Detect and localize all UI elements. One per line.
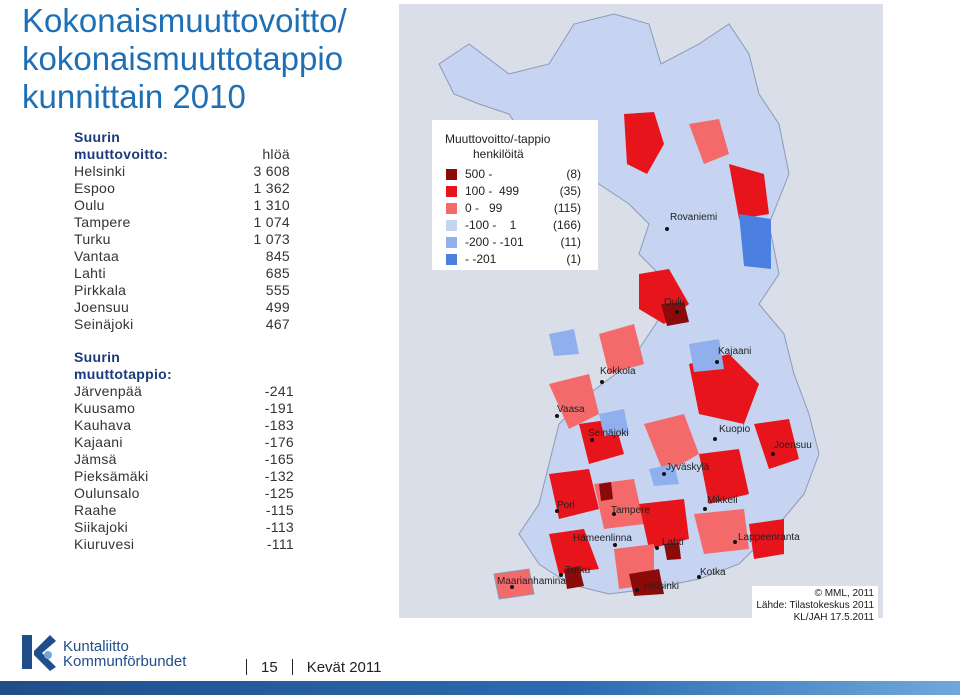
legend-range: -200 - -101	[465, 235, 524, 249]
gain-unit: hlöä	[262, 146, 290, 162]
municipality-name: Joensuu	[74, 299, 130, 315]
municipality-value: 1 310	[253, 197, 290, 213]
title-line-1: Kokonaismuuttovoitto/	[22, 2, 347, 39]
municipality-name: Siikajoki	[74, 519, 129, 535]
list-item	[74, 265, 290, 282]
city-label: Jyväskylä	[666, 462, 710, 473]
legend-item	[446, 252, 581, 266]
municipality-value: 685	[265, 265, 290, 281]
list-item	[74, 519, 294, 536]
municipality-name: Espoo	[74, 180, 116, 196]
legend-range: 0 - 99	[465, 201, 503, 215]
municipality-name: Kauhava	[74, 417, 132, 433]
legend-item	[446, 201, 581, 215]
municipality-name: Kajaani	[74, 434, 123, 450]
largest-gain-list	[74, 129, 290, 333]
footer-divider	[292, 659, 293, 675]
municipality-value: 3 608	[253, 163, 290, 179]
list-item	[74, 434, 294, 451]
municipality-value: 499	[265, 299, 290, 315]
logo-text-fi: Kuntaliitto	[63, 638, 129, 655]
page-number: 15	[261, 658, 278, 676]
finland-migration-map	[399, 4, 883, 618]
list-item	[74, 536, 294, 553]
title-line-3: kunnittain 2010	[22, 78, 246, 115]
legend-item	[446, 218, 581, 232]
city-label: Hämeenlinna	[573, 533, 632, 544]
gain-heading-2: muuttovoitto:	[74, 146, 169, 162]
municipality-name: Lahti	[74, 265, 106, 281]
city-label: Lahti	[662, 537, 684, 548]
city-label: Lappeenranta	[738, 532, 800, 543]
credit-copyright: © MML, 2011	[814, 588, 874, 599]
municipality-name: Tampere	[74, 214, 131, 230]
legend-count: (11)	[560, 235, 581, 249]
list-item	[74, 400, 294, 417]
municipality-value: -183	[264, 417, 294, 433]
page-title	[22, 2, 402, 116]
list-item	[74, 417, 294, 434]
legend-count: (166)	[552, 218, 581, 232]
city-label: Joensuu	[774, 440, 812, 451]
map-credits	[752, 586, 878, 626]
footer-term: Kevät 2011	[306, 658, 382, 676]
municipality-value: 555	[265, 282, 290, 298]
list-item	[74, 163, 290, 180]
city-label: Pori	[557, 500, 575, 511]
municipality-name: Oulu	[74, 197, 105, 213]
credit-source: Lähde: Tilastokeskus 2011	[756, 600, 874, 611]
legend-range: -100 - 1	[465, 218, 517, 232]
legend-range: - -201	[465, 252, 497, 266]
city-label: Kajaani	[718, 346, 752, 357]
municipality-name: Vantaa	[74, 248, 120, 264]
list-item	[74, 197, 290, 214]
largest-loss-list	[74, 349, 294, 553]
footer-divider	[246, 659, 247, 675]
municipality-value: -176	[264, 434, 294, 450]
legend-title-2: henkilöitä	[473, 147, 524, 161]
region-gain	[599, 482, 613, 501]
list-item	[74, 502, 294, 519]
municipality-name: Järvenpää	[74, 383, 143, 399]
legend-swatch	[446, 254, 457, 265]
municipality-value: -191	[264, 400, 294, 416]
legend-count: (1)	[566, 252, 581, 266]
municipality-value: -113	[265, 519, 294, 535]
list-item	[74, 451, 294, 468]
municipality-name: Raahe	[74, 502, 117, 518]
municipality-value: -165	[264, 451, 294, 467]
municipality-name: Kiuruvesi	[74, 536, 135, 552]
municipality-value: -111	[266, 536, 294, 552]
list-item	[74, 180, 290, 197]
city-label: Kokkola	[600, 366, 636, 377]
municipality-name: Helsinki	[74, 163, 126, 179]
legend-swatch	[446, 220, 457, 231]
municipality-value: -125	[264, 485, 294, 501]
city-label: Kotka	[700, 567, 726, 578]
logo-mark-icon	[18, 631, 58, 673]
municipality-value: 845	[265, 248, 290, 264]
legend-swatch	[446, 203, 457, 214]
municipality-name: Seinäjoki	[74, 316, 134, 332]
map-graphic	[399, 4, 883, 618]
legend-swatch	[446, 186, 457, 197]
municipality-value: -132	[264, 468, 294, 484]
loss-heading-2: muuttotappio:	[74, 366, 172, 382]
region-loss	[739, 214, 771, 269]
list-item	[74, 468, 294, 485]
legend-range: 500 -	[465, 167, 493, 181]
legend-item	[446, 235, 581, 249]
credit-author-date: KL/JAH 17.5.2011	[793, 612, 874, 623]
city-label: Turku	[565, 565, 591, 576]
legend-count: (35)	[559, 184, 581, 198]
legend-item	[446, 167, 581, 181]
legend-range: 100 - 499	[465, 184, 520, 198]
gain-heading-1: Suurin	[74, 129, 121, 145]
list-item	[74, 214, 290, 231]
municipality-name: Jämsä	[74, 451, 117, 467]
city-label: Vaasa	[557, 404, 585, 415]
legend-count: (8)	[566, 167, 581, 181]
municipality-value: -115	[265, 502, 294, 518]
municipality-name: Pirkkala	[74, 282, 127, 298]
list-item	[74, 316, 290, 333]
city-label: Oulu	[664, 297, 686, 308]
city-label: Mikkeli	[707, 495, 738, 506]
city-label: Helsinki	[644, 581, 680, 592]
list-item	[74, 248, 290, 265]
legend-swatch	[446, 237, 457, 248]
map-legend	[432, 120, 598, 270]
list-item	[74, 282, 290, 299]
kuntaliitto-logo	[18, 631, 188, 673]
list-item	[74, 485, 294, 502]
legend-item	[446, 184, 581, 198]
municipality-value: -241	[264, 383, 294, 399]
logo-text-sv: Kommunförbundet	[63, 653, 187, 670]
municipality-value: 467	[265, 316, 290, 332]
footer-color-bar	[0, 681, 960, 695]
slide-footer	[232, 657, 381, 677]
municipality-value: 1 362	[253, 180, 290, 196]
list-item	[74, 299, 290, 316]
municipality-name: Oulunsalo	[74, 485, 140, 501]
loss-heading-1: Suurin	[74, 349, 121, 365]
legend-count: (115)	[553, 201, 581, 215]
city-label: Maarianhamina	[497, 576, 566, 587]
municipality-value: 1 073	[253, 231, 290, 247]
list-item	[74, 383, 294, 400]
title-line-2: kokonaismuuttotappio	[22, 40, 344, 77]
city-label: Seinäjoki	[588, 428, 629, 439]
municipality-name: Kuusamo	[74, 400, 136, 416]
legend-title-1: Muuttovoitto/-tappio	[445, 132, 551, 146]
municipality-name: Turku	[74, 231, 111, 247]
city-label: Kuopio	[719, 424, 751, 435]
municipality-value: 1 074	[253, 214, 290, 230]
legend-swatch	[446, 169, 457, 180]
municipality-name: Pieksämäki	[74, 468, 149, 484]
city-label: Tampere	[611, 505, 650, 516]
city-label: Rovaniemi	[670, 212, 718, 223]
list-item	[74, 231, 290, 248]
